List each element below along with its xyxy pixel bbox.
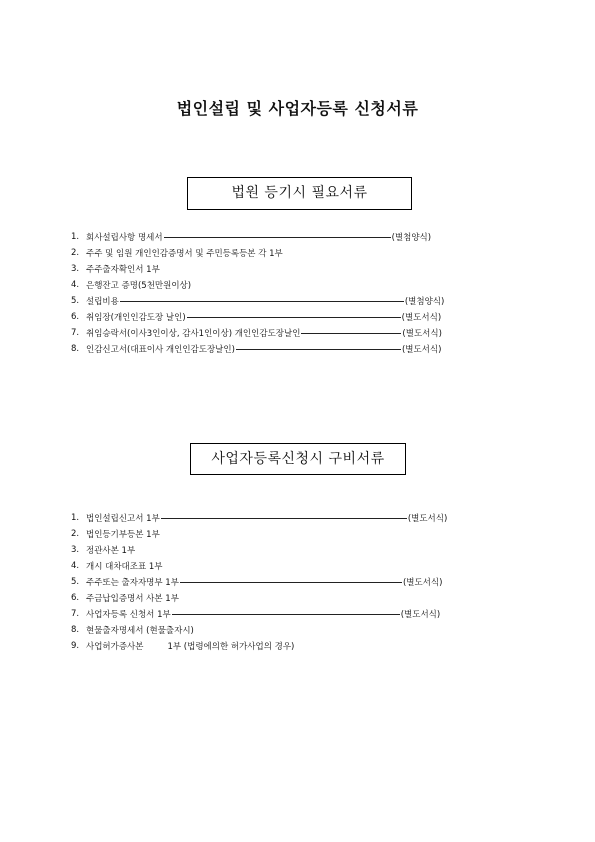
- item-number: 1.: [71, 513, 80, 523]
- item-form-note: (별도서식): [401, 345, 442, 355]
- item-form-note: (별도서식): [401, 313, 442, 323]
- item-text: 개시 대차대조표 1부: [86, 562, 163, 572]
- leader-line: [120, 301, 404, 302]
- list-item: [71, 261, 531, 277]
- leader-line: [301, 333, 401, 334]
- item-number: 1.: [71, 232, 80, 242]
- item-form-note: (별도서식): [407, 514, 448, 524]
- list-item: [71, 325, 531, 341]
- item-text: 은행잔고 증명(5천만원이상): [86, 281, 192, 291]
- list-item: [71, 526, 531, 542]
- item-text: 취임승락서(이사3인이상, 감사1인이상) 개인인감도장날인: [86, 329, 301, 339]
- list-item: [71, 590, 531, 606]
- item-number: 7.: [71, 328, 80, 338]
- list-item: [71, 245, 531, 261]
- leader-line: [172, 614, 400, 615]
- item-text: 취임장(개인인감도장 날인): [86, 313, 186, 323]
- item-number: 3.: [71, 545, 80, 555]
- item-number: 9.: [71, 641, 80, 651]
- list-item: [71, 510, 531, 526]
- item-text: 법인설립신고서 1부: [86, 514, 160, 524]
- item-number: 4.: [71, 561, 80, 571]
- item-number: 5.: [71, 296, 80, 306]
- item-text: 정관사본 1부: [86, 546, 136, 556]
- leader-line: [187, 317, 401, 318]
- item-text: 설립비용: [86, 297, 119, 307]
- item-number: 8.: [71, 344, 80, 354]
- item-text: 주주 및 임원 개인인감증명서 및 주민등록등본 각 1부: [86, 249, 283, 259]
- list-item: [71, 574, 531, 590]
- leader-line: [180, 582, 402, 583]
- list-item: [71, 638, 531, 654]
- list-item: [71, 309, 531, 325]
- list-item: [71, 277, 531, 293]
- section-heading-business-registration: 사업자등록신청시 구비서류: [190, 443, 406, 475]
- list-item: [71, 229, 531, 245]
- item-text: 주주또는 출자자명부 1부: [86, 578, 179, 588]
- item-text: 현물출자명세서 (현물출자시): [86, 626, 194, 636]
- item-number: 7.: [71, 609, 80, 619]
- item-number: 2.: [71, 248, 80, 258]
- item-form-note: (별도서식): [402, 329, 442, 339]
- business-registration-document-list: [71, 510, 531, 654]
- item-form-note: (별도서식): [400, 610, 441, 620]
- item-text: 회사설립사항 명세서: [86, 233, 163, 243]
- page-title: 법인설립 및 사업자등록 신청서류: [176, 99, 419, 118]
- item-number: 8.: [71, 625, 80, 635]
- item-text: 사업허가증사본: [86, 642, 144, 652]
- item-text: 인감신고서(대표이사 개인인감도장날인): [86, 345, 235, 355]
- item-text: 법인등기부등본 1부: [86, 530, 160, 540]
- list-item: [71, 606, 531, 622]
- item-number: 5.: [71, 577, 80, 587]
- list-item: [71, 542, 531, 558]
- item-text: 사업자등록 신청서 1부: [86, 610, 171, 620]
- leader-line: [164, 237, 391, 238]
- list-item: [71, 558, 531, 574]
- item-form-note: (별첨양식): [404, 297, 445, 307]
- item-text: 주금납입증명서 사본 1부: [86, 594, 179, 604]
- list-item: [71, 341, 531, 357]
- item-note: 1부 (법령에의한 허가사업의 경우): [167, 642, 295, 652]
- leader-line: [161, 518, 407, 519]
- item-form-note: (별첨양식): [391, 233, 432, 243]
- item-form-note: (별도서식): [402, 578, 443, 588]
- court-registration-document-list: [71, 229, 531, 357]
- item-number: 6.: [71, 312, 80, 322]
- item-number: 4.: [71, 280, 80, 290]
- item-number: 3.: [71, 264, 80, 274]
- section-heading-court-registration: 법원 등기시 필요서류: [187, 177, 412, 210]
- item-text: 주주출자확인서 1부: [86, 265, 160, 275]
- item-number: 2.: [71, 529, 80, 539]
- leader-line: [236, 349, 401, 350]
- list-item: [71, 622, 531, 638]
- list-item: [71, 293, 531, 309]
- item-number: 6.: [71, 593, 80, 603]
